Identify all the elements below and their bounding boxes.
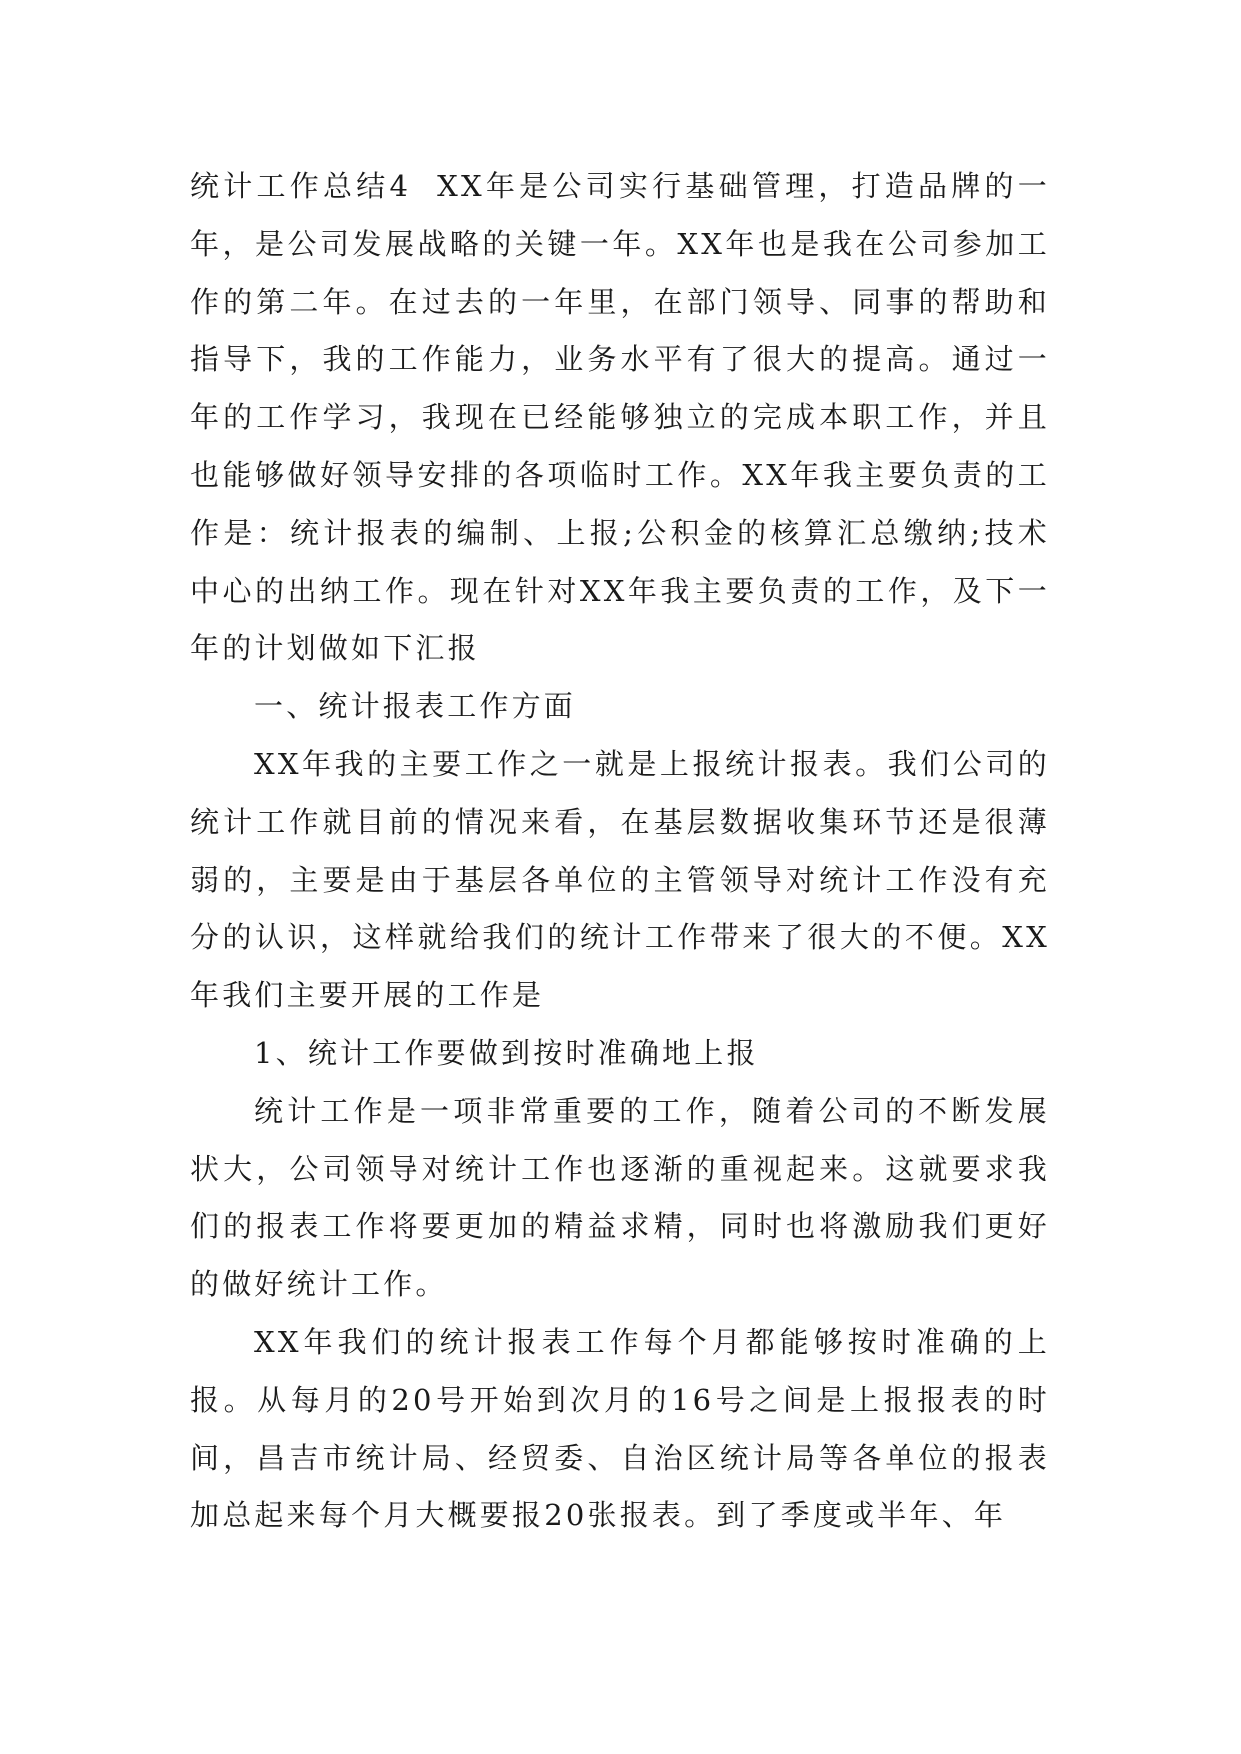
subsection-heading: 1、统计工作要做到按时准确地上报 bbox=[254, 1035, 759, 1070]
section-heading: 一、统计报表工作方面 bbox=[254, 689, 577, 724]
intro-paragraph bbox=[190, 158, 1050, 678]
body-paragraph: XX年我的主要工作之一就是上报统计报表。我们公司的统计工作就目前的情况来看，在基层数据收集环节还是很薄弱的，主要是由于基层各单位的主管领导对统计工作没有充分的认识，这样就给我们的统计工作带来了很大的不便。XX年我们主要开展的工作是 bbox=[190, 746, 1050, 1013]
body-paragraph: XX年我们的统计报表工作每个月都能够按时准确的上报。从每月的20号开始到次月的16号之间是上报报表的时间，昌吉市统计局、经贸委、自治区统计局等各单位的报表加总起来每个月大概要报20张报表。到了季度或半年、年 bbox=[190, 1324, 1050, 1533]
paragraph-text: XX年是公司实行基础管理，打造品牌的一年，是公司发展战略的关键一年。XX年也是我在公司参加工作的第二年。在过去的一年里，在部门领导、同事的帮助和指导下，我的工作能力，业务水平有了很大的提高。通过一年的工作学习，我现在已经能够独立的完成本职工作，并且也能够做好领导安排的各项临时工作。XX年我主要负责的工作是：统计报表的编制、上报;公积金的核算汇总缴纳;技术中心的出纳工作。现在针对XX年我主要负责的工作，及下一年的计划做如下汇报 bbox=[190, 169, 1050, 666]
document-title: 统计工作总结4 bbox=[190, 169, 412, 203]
body-paragraph: 统计工作是一项非常重要的工作，随着公司的不断发展状大，公司领导对统计工作也逐渐的重视起来。这就要求我们的报表工作将要更加的精益求精，同时也将激励我们更好的做好统计工作。 bbox=[190, 1093, 1050, 1302]
document-body bbox=[190, 158, 1050, 1545]
